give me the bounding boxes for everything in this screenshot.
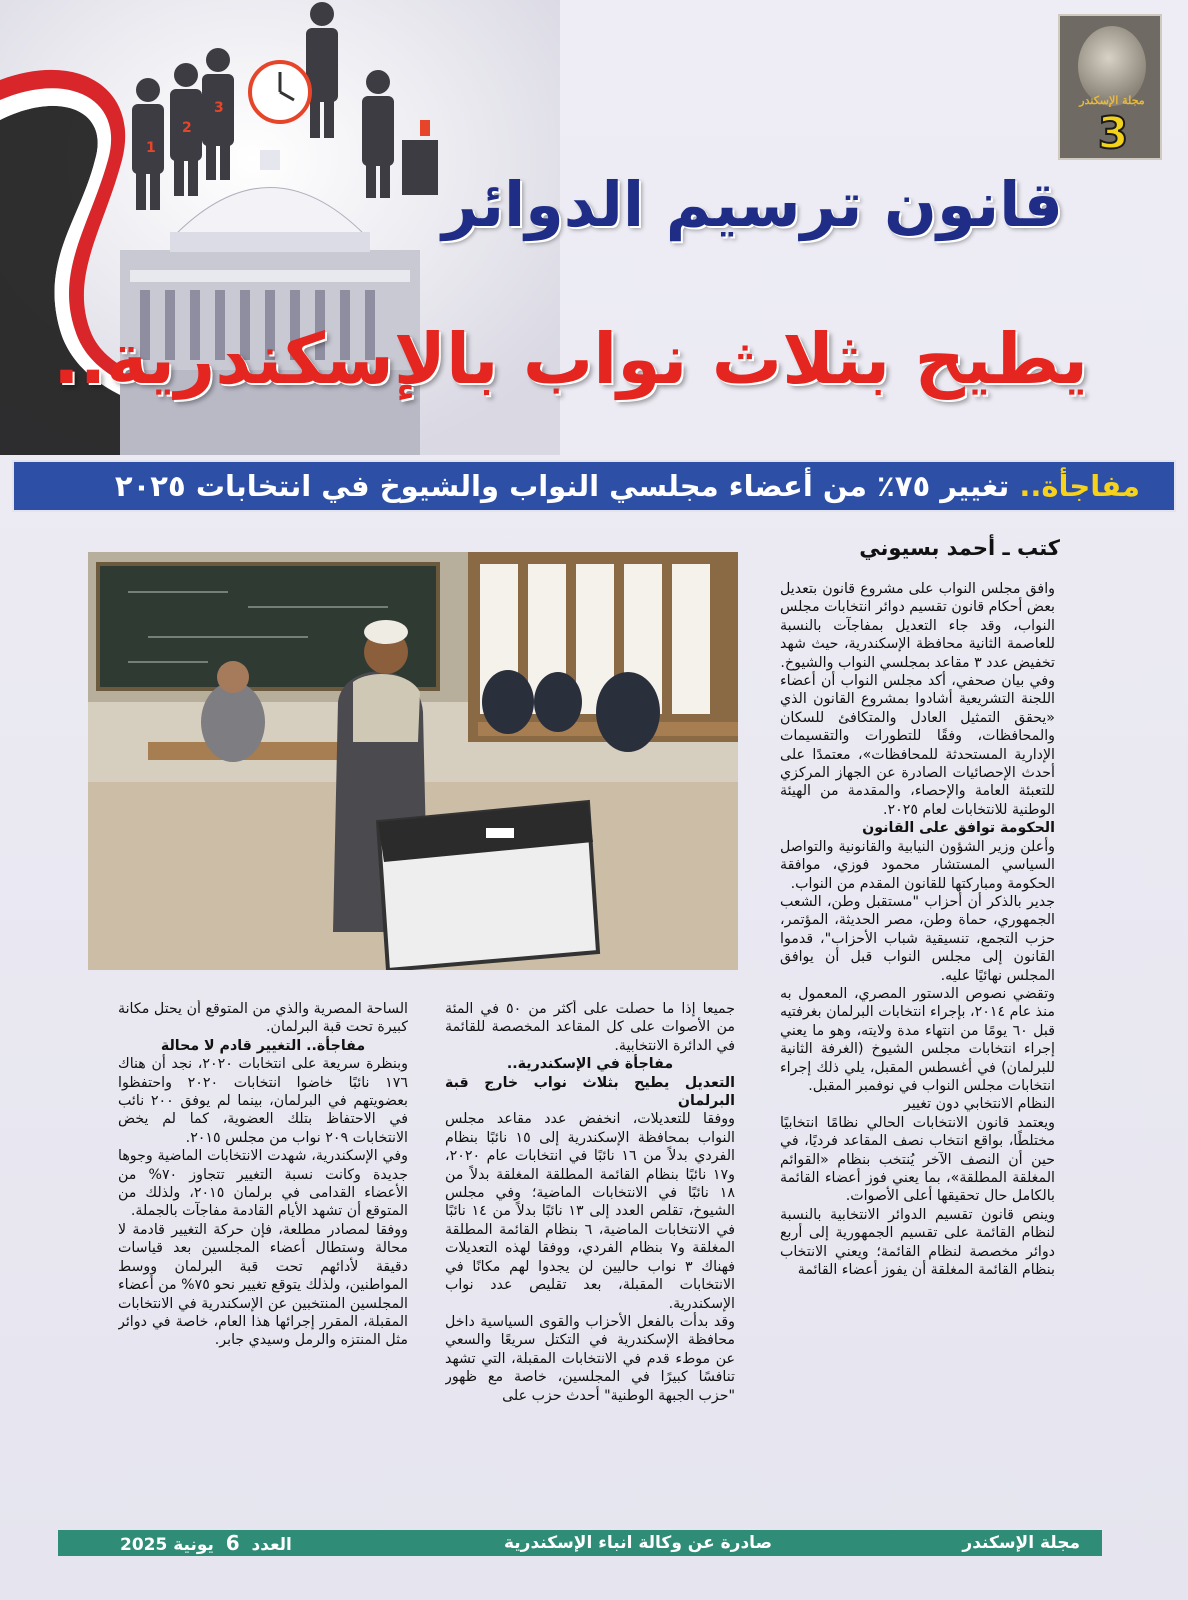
polling-station-photo — [88, 552, 738, 970]
svg-text:2: 2 — [182, 120, 192, 136]
subtitle-text: تغيير ٧٥٪ من أعضاء مجلسي النواب والشيوخ في انتخابات ٢٠٢٥ — [114, 469, 1020, 503]
paragraph: وبنظرة سريعة على انتخابات ٢٠٢٠، نجد أن هناك ١٧٦ نائبًا خاضوا انتخابات ٢٠٢٠ واحتفظوا بعضويتهم في البرلمان، بينما لم يوفق ٢٠٠ نائب في الاحتفاظ بتلك العضوية، كما لم يخض الانتخابات ٢٠٩ نواب من مجلس ٢٠١٥. — [118, 1056, 408, 1146]
paragraph: ووفقا لمصادر مطلعة، فإن حركة التغيير قادمة لا محالة وستطال أعضاء المجلسين بعد قياسات دقيقة لأدائهم تحت قبة البرلمان ووسط المواطنين، ولذلك يتوقع تغيير نحو ٧٥% من أعضاء المجلسين المنتخبين عن الإسكندرية في الانتخابات المقبلة، المقرر إجرائها هذا العام، خاصة في دوائر مثل المنتزه والرمل وسيدي جابر. — [118, 1221, 408, 1349]
paragraph: ووفقا للتعديلات، انخفض عدد مقاعد مجلس النواب بمحافظة الإسكندرية إلى ١٥ نائبًا بنظام الفردي بدلاً من ١٦ نائبًا في انتخابات عام ٢٠٢٠، و١٧ نائبًا بنظام القائمة المطلقة المغلقة بدلاً من ١٨ نائبًا في الانتخابات الماضية؛ وفي مجلس الشيوخ، تقلص العدد إلى ١٣ نائبًا بدلاً من ١٤ نائبًا في الانتخابات الماضية، ٦ بنظام القائمة المطلقة المغلقة و٧ بنظام الفردي، ووفقا لهذه التعديلات فهناك ٣ نواب حاليين لن يجدوا لهم مكانًا في الانتخابات المقبلة، بعد تقليص عدد نواب الإسكندرية. — [445, 1111, 735, 1312]
footer-issue-info — [120, 1530, 292, 1558]
subtitle-lead: مفاجأة.. — [1019, 469, 1140, 503]
paragraph: وفي الإسكندرية، شهدت الانتخابات الماضية وجوها جديدة وكانت نسبة التغيير تتجاوز ٧٠% من الأعضاء القدامى في برلمان ٢٠١٥، ولذلك من المتوقع أن تشهد الأيام القادمة مفاجآت بالجملة. — [118, 1148, 408, 1220]
section-heading: النظام الانتخابي دون تغيير — [903, 1096, 1055, 1113]
issue-badge-number: 3 — [1097, 108, 1129, 159]
paragraph: جميعا إذا ما حصلت على أكثر من ٥٠ في المئة من الأصوات على كل المقاعد المخصصة للقائمة في الدائرة الانتخابية. — [445, 1001, 735, 1054]
issue-badge — [1058, 14, 1162, 160]
article-column-middle — [445, 1000, 735, 1585]
footer-magazine-name: مجلة الإسكندر — [962, 1533, 1080, 1553]
section-heading: مفاجأة.. التغيير قادم لا محالة — [160, 1037, 366, 1054]
paragraph: وافق مجلس النواب على مشروع قانون بتعديل بعض أحكام قانون تقسيم دوائر انتخابات مجلس النواب، وقد جاء التعديل بمفاجآت بالنسبة للعاصمة الثانية محافظة الإسكندرية، حيث شهد تخفيض عدد ٣ مقاعد بمجلسي النواب والشيوخ. — [780, 581, 1055, 671]
paragraph: الساحة المصرية والذي من المتوقع أن يحتل مكانة كبيرة تحت قبة البرلمان. — [118, 1001, 408, 1036]
section-heading: التعديل يطيح بثلاث نواب خارج قبة البرلمان — [445, 1074, 735, 1110]
footer-issue-number: 6 — [225, 1531, 240, 1555]
paragraph: جدير بالذكر أن أحزاب "مستقبل وطن، الشعب الجمهوري، حماة وطن، مصر الحديثة، المؤتمر، حزب التجمع، تنسيقية شباب الأحزاب"، قدموا القانون إلى مجلس النواب قبل أن يوافق المجلس نهائيًا عليه. — [780, 893, 1055, 984]
footer-issue-label: العدد — [251, 1535, 292, 1555]
paragraph: وقد بدأت بالفعل الأحزاب والقوى السياسية داخل محافظة الإسكندرية في التكتل سريعًا والسعي عن موطء قدم في الانتخابات المقبلة، التي تشهد تنافسًا كبيرًا في المجلسين، خاصة مع ظهور "حزب الجبهة الوطنية" أحدث حزب على — [445, 1313, 735, 1404]
footer-date: يونية 2025 — [120, 1535, 214, 1555]
page-footer — [58, 1530, 1102, 1556]
magazine-logo-text: مجلة الإسكندر — [1079, 94, 1145, 107]
article-column-right — [780, 580, 1055, 1585]
paragraph: ويعتمد قانون الانتخابات الحالي نظامًا انتخابيًا مختلطًا، بواقع انتخاب نصف المقاعد فرديًا، في حين أن النصف الآخر يُنتخب بنظام «القوائم المغلقة المطلقة»، بما يعني فوز أعضاء القائمة بالكامل حال تحقيقها أعلى الأصوات. — [780, 1114, 1055, 1205]
paragraph: وفي بيان صحفي، أكد مجلس النواب أن أعضاء اللجنة التشريعية أشادوا بمشروع القانون الذي «يحقق التمثيل العادل والمتكافئ للسكان والمحافظات، وفقًا للتطورات والتقسيمات الإدارية المستحدثة للمحافظات»، معتمدًا على أحدث الإحصائيات الصادرة عن الجهاز المركزي للتعبئة العامة والإحصاء، والمقدمة من الهيئة الوطنية للانتخابات لعام ٢٠٢٥. — [780, 673, 1055, 818]
section-heading: مفاجأة في الإسكندرية.. — [506, 1056, 674, 1073]
paragraph: وينص قانون تقسيم الدوائر الانتخابية بالنسبة لنظام القائمة على تقسيم الجمهورية إلى أربع دوائر مخصصة لنظام القائمة؛ ويعني الانتخاب بنظام القائمة المغلقة أن يفوز أعضاء القائمة — [780, 1206, 1055, 1279]
headline-line-1: قانون ترسيم الدوائر — [442, 168, 1063, 241]
headline-line-2: يطيح بثلاث نواب بالإسكندرية.. — [53, 318, 1088, 400]
subtitle-bar — [12, 460, 1176, 512]
hero-banner — [0, 0, 1188, 455]
paragraph: وأعلن وزير الشؤون النيابية والقانونية والتواصل السياسي المستشار محمود فوزي، موافقة الحكومة ومباركتها للقانون المقدم من النواب. — [780, 838, 1055, 892]
paragraph: وتقضي نصوص الدستور المصري، المعمول به منذ عام ٢٠١٤، بإجراء انتخابات البرلمان بغرفتيه قبل ٦٠ يومًا من انتهاء مدة ولايته، وهو ما يعني إجراء انتخابات مجلس الشيوخ (الغرفة الثانية للبرلمان) في أغسطس المقبل، يلي ذلك إجراء انتخابات مجلس النواب في نوفمبر المقبل. — [780, 985, 1055, 1094]
svg-text:1: 1 — [146, 140, 156, 156]
section-heading: الحكومة توافق على القانون — [862, 820, 1055, 837]
author-byline: كتب ـ أحمد بسيوني — [859, 536, 1060, 560]
article-column-left — [118, 1000, 408, 1585]
footer-source: صادرة عن وكالة انباء الإسكندرية — [503, 1533, 772, 1553]
svg-text:3: 3 — [214, 100, 224, 116]
